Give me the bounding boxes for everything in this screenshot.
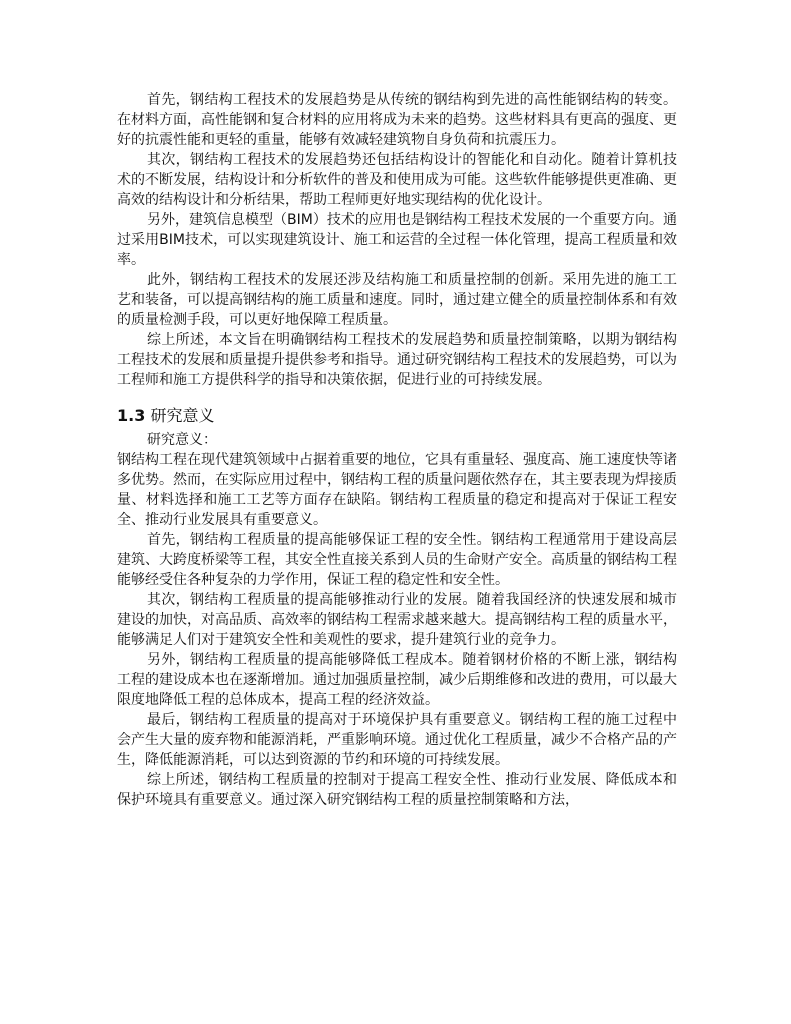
paragraph-trend-materials: 首先，钢结构工程技术的发展趋势是从传统的钢结构到先进的高性能钢结构的转变。在材料方面，高性能钢和复合材料的应用将成为未来的趋势。这些材料具有更高的强度、更好的抗震性能和更轻的重量，能够有效减轻建筑物自身负荷和抗震压力。 (117, 92, 677, 148)
paragraph-significance-summary: 综上所述，钢结构工程质量的控制对于提高工程安全性、推动行业发展、降低成本和保护环境具有重要意义。通过深入研究钢结构工程的质量控制策略和方法， (117, 772, 677, 808)
paragraph-significance-cost: 另外，钢结构工程质量的提高能够降低工程成本。随着钢材价格的不断上涨，钢结构工程的建设成本也在逐渐增加。通过加强质量控制，减少后期维修和改进的费用，可以最大限度地降低工程的总体成本，提高工程的经济效益。 (117, 652, 677, 708)
section-title: 研究意义 (150, 406, 215, 425)
section-label: 研究意义： (147, 432, 217, 448)
section-number: 1.3 (117, 406, 146, 425)
paragraph-significance-industry: 其次，钢结构工程质量的提高能够推动行业的发展。随着我国经济的快速发展和城市建设的加快，对高品质、高效率的钢结构工程需求越来越大。提高钢结构工程的质量水平，能够满足人们对于建筑安全性和美观性的要求，提升建筑行业的竞争力。 (117, 592, 677, 648)
paragraph-trend-summary: 综上所述，本文旨在明确钢结构工程技术的发展趋势和质量控制策略，以期为钢结构工程技术的发展和质量提升提供参考和指导。通过研究钢结构工程技术的发展趋势，可以为工程师和施工方提供科学的指导和决策依据，促进行业的可持续发展。 (117, 332, 677, 388)
paragraph-significance-environment: 最后，钢结构工程质量的提高对于环境保护具有重要意义。钢结构工程的施工过程中会产生大量的废弃物和能源消耗，严重影响环境。通过优化工程质量，减少不合格产品的产生，降低能源消耗，可以达到资源的节约和环境的可持续发展。 (117, 712, 677, 768)
paragraph-trend-bim: 另外，建筑信息模型（BIM）技术的应用也是钢结构工程技术发展的一个重要方向。通过采用BIM技术，可以实现建筑设计、施工和运营的全过程一体化管理，提高工程质量和效率。 (117, 212, 677, 268)
paragraph-trend-intelligent-design: 其次，钢结构工程技术的发展趋势还包括结构设计的智能化和自动化。随着计算机技术的不断发展，结构设计和分析软件的普及和使用成为可能。这些软件能够提供更准确、更高效的结构设计和分析结果，帮助工程师更好地实现结构的优化设计。 (117, 152, 677, 208)
paragraph-significance-safety: 首先，钢结构工程质量的提高能够保证工程的安全性。钢结构工程通常用于建设高层建筑、大跨度桥梁等工程，其安全性直接关系到人员的生命财产安全。高质量的钢结构工程能够经受住各种复杂的力学作用，保证工程的稳定性和安全性。 (117, 532, 677, 588)
document-page (117, 90, 677, 810)
section-heading (117, 405, 677, 427)
paragraph-significance-intro: 钢结构工程在现代建筑领域中占据着重要的地位，它具有重量轻、强度高、施工速度快等诸多优势。然而，在实际应用过程中，钢结构工程的质量问题依然存在，其主要表现为焊接质量、材料选择和施工工艺等方面存在缺陷。钢结构工程质量的稳定和提高对于保证工程安全、推动行业发展具有重要意义。 (117, 452, 677, 528)
paragraph-trend-construction-quality: 此外，钢结构工程技术的发展还涉及结构施工和质量控制的创新。采用先进的施工工艺和装备，可以提高钢结构的施工质量和速度。同时，通过建立健全的质量控制体系和有效的质量检测手段，可以更好地保障工程质量。 (117, 272, 677, 328)
